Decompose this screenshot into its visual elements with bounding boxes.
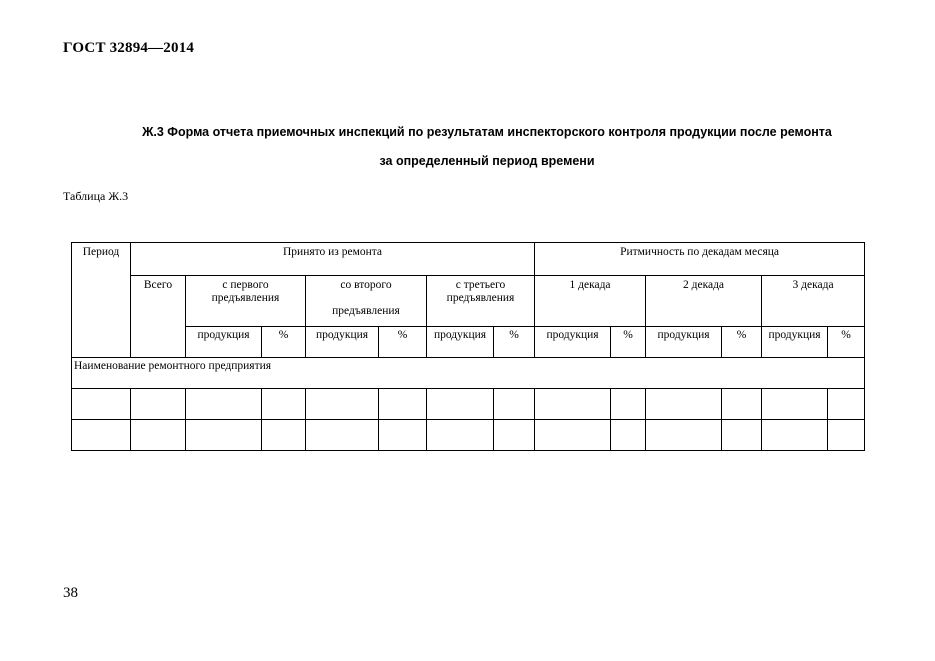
header-third-product: продукция [427, 327, 494, 358]
header-decade2-product: продукция [646, 327, 722, 358]
table-cell [494, 389, 535, 420]
header-decade-rhythm: Ритмичность по декадам месяца [535, 243, 865, 276]
header-decade-2: 2 декада [646, 276, 762, 327]
enterprise-name-row: Наименование ремонтного предприятия [72, 358, 865, 389]
header-decade1-percent: % [611, 327, 646, 358]
table-cell [828, 389, 865, 420]
section-title-line1: Ж.3 Форма отчета приемочных инспекций по результатам инспекторского контроля продукции после ремонта [142, 125, 832, 139]
header-total: Всего [131, 276, 186, 358]
header-decade-3: 3 декада [762, 276, 865, 327]
table-cell [494, 420, 535, 451]
table-cell [646, 389, 722, 420]
table-cell [379, 389, 427, 420]
header-second-submission-line1: со второго [340, 279, 392, 291]
table-cell [646, 420, 722, 451]
table-cell [762, 420, 828, 451]
header-decade-1: 1 декада [535, 276, 646, 327]
document-standard-header: ГОСТ 32894—2014 [63, 40, 195, 56]
table-row [72, 389, 865, 420]
section-title-line2: за определенный период времени [379, 154, 595, 168]
header-third-percent: % [494, 327, 535, 358]
table-cell [535, 389, 611, 420]
table-cell [262, 389, 306, 420]
header-second-submission [306, 276, 427, 327]
table-cell [186, 389, 262, 420]
table-cell [722, 420, 762, 451]
table-cell [427, 389, 494, 420]
page-number: 38 [63, 585, 78, 601]
header-first-percent: % [262, 327, 306, 358]
table-cell [131, 389, 186, 420]
table-cell [306, 420, 379, 451]
table-cell [611, 389, 646, 420]
header-first-product: продукция [186, 327, 262, 358]
report-form-table [71, 242, 865, 451]
table-cell [131, 420, 186, 451]
header-decade3-percent: % [828, 327, 865, 358]
table-caption: Таблица Ж.3 [63, 189, 129, 203]
table-cell [427, 420, 494, 451]
header-second-product: продукция [306, 327, 379, 358]
table-cell [762, 389, 828, 420]
table-cell [186, 420, 262, 451]
table-row [72, 420, 865, 451]
header-period: Период [72, 243, 131, 358]
header-decade2-percent: % [722, 327, 762, 358]
header-decade3-product: продукция [762, 327, 828, 358]
header-first-submission: с первого предъявления [186, 276, 306, 327]
table-cell [306, 389, 379, 420]
table-cell [72, 420, 131, 451]
header-third-submission: с третьего предъявления [427, 276, 535, 327]
table-cell [828, 420, 865, 451]
table-cell [72, 389, 131, 420]
table-cell [535, 420, 611, 451]
header-decade1-product: продукция [535, 327, 611, 358]
header-second-submission-line2: предъявления [332, 305, 400, 317]
header-second-percent: % [379, 327, 427, 358]
table-cell [379, 420, 427, 451]
header-accepted-from-repair: Принято из ремонта [131, 243, 535, 276]
table-cell [611, 420, 646, 451]
table-cell [262, 420, 306, 451]
table-cell [722, 389, 762, 420]
